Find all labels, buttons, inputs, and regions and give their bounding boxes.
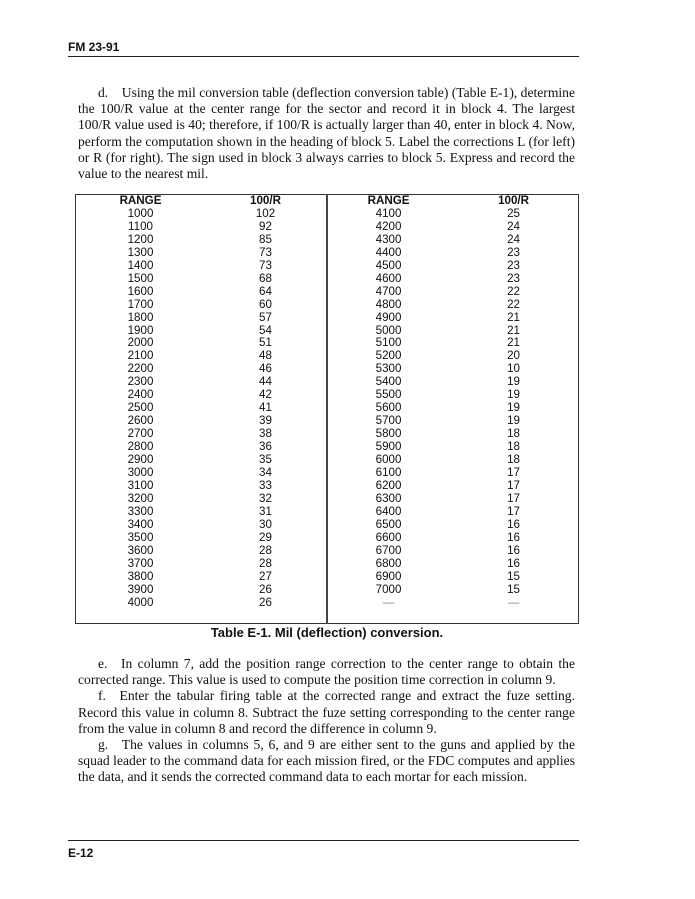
range-cell: 5200 <box>375 349 402 363</box>
range-cell: 6500 <box>375 517 402 531</box>
range-cell: 2900 <box>127 453 154 467</box>
value-100r-cell: 24 <box>507 232 520 246</box>
value-100r-cell: — <box>507 595 520 609</box>
value-100r-cell: 33 <box>205 480 327 493</box>
value-100r-cell: 19 <box>507 401 520 415</box>
table-row <box>76 260 579 273</box>
table-row <box>76 584 579 597</box>
value-100r-cell: 26 <box>205 584 327 597</box>
value-100r-cell: 26 <box>205 597 327 610</box>
value-100r-cell: 15 <box>507 582 520 596</box>
table-row <box>76 286 579 299</box>
range-cell: 5000 <box>375 323 402 337</box>
value-100r-cell: 16 <box>507 556 520 570</box>
value-100r-cell: 54 <box>205 325 327 338</box>
table-row <box>76 208 579 221</box>
range-cell: 2400 <box>127 388 154 402</box>
value-100r-cell: 18 <box>507 440 520 454</box>
table-row <box>76 558 579 571</box>
range-cell: 3800 <box>127 569 154 583</box>
paragraph-d <box>78 85 575 182</box>
value-100r-cell: 36 <box>205 441 327 454</box>
table-row <box>76 506 579 519</box>
range-cell: 5400 <box>375 375 402 389</box>
range-cell: 1200 <box>127 232 154 246</box>
table-filler-row <box>76 610 579 624</box>
range-cell: — <box>382 595 395 609</box>
range-cell: 2000 <box>127 336 154 350</box>
range-cell: 6100 <box>375 466 402 480</box>
empty-cell <box>449 610 578 624</box>
range-cell: 1300 <box>127 245 154 259</box>
empty-cell <box>205 610 327 624</box>
value-100r-cell: 25 <box>507 206 520 220</box>
value-100r-cell: 68 <box>205 273 327 286</box>
value-100r-cell: 73 <box>205 260 327 273</box>
col-header-range-1: RANGE <box>119 194 162 207</box>
empty-cell <box>327 610 449 624</box>
range-cell: 1400 <box>127 258 154 272</box>
range-cell: 2500 <box>127 401 154 415</box>
value-100r-cell: 39 <box>205 415 327 428</box>
value-100r-cell: 16 <box>507 517 520 531</box>
range-cell: 3600 <box>127 543 154 557</box>
value-100r-cell: 48 <box>205 350 327 363</box>
range-cell: 4900 <box>375 310 402 324</box>
value-100r-cell: 19 <box>507 388 520 402</box>
document-id-header: FM 23-91 <box>68 40 120 54</box>
range-cell: 5900 <box>375 440 402 454</box>
table-caption: Table E-1. Mil (deflection) conversion. <box>210 625 444 640</box>
range-cell: 4100 <box>375 206 402 220</box>
value-100r-cell: 23 <box>507 258 520 272</box>
range-cell: 2100 <box>127 349 154 363</box>
table-row <box>76 545 579 558</box>
value-100r-cell: 24 <box>507 219 520 233</box>
value-100r-cell: 41 <box>205 402 327 415</box>
value-100r-cell: 34 <box>205 467 327 480</box>
range-cell: 6000 <box>375 453 402 467</box>
range-cell: 5500 <box>375 388 402 402</box>
table-row <box>76 299 579 312</box>
range-cell: 3400 <box>127 517 154 531</box>
value-100r-cell: 30 <box>205 519 327 532</box>
col-header-100r-2: 100/R <box>498 194 529 207</box>
value-100r-cell: 15 <box>507 569 520 583</box>
range-cell: 3900 <box>127 582 154 596</box>
value-100r-cell: 64 <box>205 286 327 299</box>
range-cell: 6900 <box>375 569 402 583</box>
table-row <box>76 597 579 610</box>
value-100r-cell: 28 <box>205 545 327 558</box>
value-100r-cell: 17 <box>507 466 520 480</box>
range-cell: 4200 <box>375 219 402 233</box>
table-row <box>76 221 579 234</box>
value-100r-cell: 60 <box>205 299 327 312</box>
table-header-row <box>76 195 579 208</box>
range-cell: 3000 <box>127 466 154 480</box>
value-100r-cell: 35 <box>205 454 327 467</box>
value-100r-cell: 38 <box>205 428 327 441</box>
range-cell: 5600 <box>375 401 402 415</box>
empty-cell <box>76 610 206 624</box>
value-100r-cell: 17 <box>507 478 520 492</box>
range-cell: 6400 <box>375 504 402 518</box>
value-100r-cell: 17 <box>507 491 520 505</box>
range-cell: 2800 <box>127 440 154 454</box>
range-cell: 3200 <box>127 491 154 505</box>
table-row <box>76 493 579 506</box>
value-100r-cell: 27 <box>205 571 327 584</box>
range-cell: 6700 <box>375 543 402 557</box>
range-cell: 4600 <box>375 271 402 285</box>
table-row <box>76 571 579 584</box>
value-100r-cell: 102 <box>205 208 327 221</box>
table-row <box>76 519 579 532</box>
mil-conversion-table <box>75 194 579 624</box>
value-100r-cell: 51 <box>205 337 327 350</box>
range-cell: 6800 <box>375 556 402 570</box>
range-cell: 2200 <box>127 362 154 376</box>
paragraph-d-text: d. Using the mil conversion table (deflection conversion table) (Table E-1), determine the 100/R value at the center range for the sector and record it in block 4. The largest 100/R value used is 40; therefore, if 100/R is actually larger than 40, enter in block 4. Now, perform the computation shown in the heading of block 5. Label the corrections L (for left) or R (for right). The sign used in block 3 always carries to block 5. Express and record the value to the nearest mil. <box>78 85 575 182</box>
range-cell: 3700 <box>127 556 154 570</box>
value-100r-cell: 17 <box>507 504 520 518</box>
value-100r-cell: 73 <box>205 247 327 260</box>
range-cell: 1700 <box>127 297 154 311</box>
range-cell: 1000 <box>127 206 154 220</box>
range-cell: 4800 <box>375 297 402 311</box>
paragraph-f: f. Enter the tabular firing table at the corrected range and extract the fuze setting. Record this value in column 8. Subtract the fuze setting corresponding to the center range from the value in column 8 and record the difference in column 9. <box>78 688 575 736</box>
range-cell: 1800 <box>127 310 154 324</box>
value-100r-cell: 31 <box>205 506 327 519</box>
table-row <box>76 273 579 286</box>
range-cell: 2700 <box>127 427 154 441</box>
header-rule <box>68 56 579 57</box>
value-100r-cell: 44 <box>205 376 327 389</box>
range-cell: 1600 <box>127 284 154 298</box>
table-row <box>76 532 579 545</box>
value-100r-cell: 23 <box>507 271 520 285</box>
range-cell: 5100 <box>375 336 402 350</box>
range-cell: 1500 <box>127 271 154 285</box>
range-cell: 1900 <box>127 323 154 337</box>
value-100r-cell: 57 <box>205 312 327 325</box>
value-100r-cell: 46 <box>205 363 327 376</box>
value-100r-cell: 19 <box>507 414 520 428</box>
range-cell: 2600 <box>127 414 154 428</box>
range-cell: 3500 <box>127 530 154 544</box>
paragraphs-efg <box>78 656 575 786</box>
range-cell: 3100 <box>127 478 154 492</box>
range-cell: 4500 <box>375 258 402 272</box>
value-100r-cell: 23 <box>507 245 520 259</box>
value-100r-cell: 18 <box>507 427 520 441</box>
page-number: E-12 <box>68 846 94 860</box>
table-row <box>76 480 579 493</box>
range-cell: 6200 <box>375 478 402 492</box>
value-100r-cell: 85 <box>205 234 327 247</box>
range-cell: 5800 <box>375 427 402 441</box>
value-100r-cell: 22 <box>507 297 520 311</box>
footer-rule <box>68 840 579 841</box>
value-100r-cell: 10 <box>507 362 520 376</box>
paragraph-e: e. In column 7, add the position range correction to the center range to obtain the corrected range. This value is used to compute the position time correction in column 9. <box>78 656 575 688</box>
value-100r-cell: 21 <box>507 323 520 337</box>
range-cell: 4700 <box>375 284 402 298</box>
range-cell: 1100 <box>128 219 153 233</box>
range-cell: 5700 <box>375 414 402 428</box>
range-cell: 2300 <box>127 375 154 389</box>
value-100r-cell: 20 <box>507 349 520 363</box>
value-100r-cell: 21 <box>507 336 520 350</box>
paragraph-g: g. The values in columns 5, 6, and 9 are either sent to the guns and applied by the squad leader to the command data for each mission fired, or the FDC computes and applies the data, and it sends the corrected command data to each mortar for each mission. <box>78 737 575 785</box>
table-row <box>76 312 579 325</box>
value-100r-cell: 16 <box>507 543 520 557</box>
value-100r-cell: 32 <box>205 493 327 506</box>
value-100r-cell: 28 <box>205 558 327 571</box>
value-100r-cell: 22 <box>507 284 520 298</box>
range-cell: 4000 <box>127 595 154 609</box>
value-100r-cell: 21 <box>507 310 520 324</box>
range-cell: 4400 <box>375 245 402 259</box>
range-cell: 5300 <box>375 362 402 376</box>
range-cell: 4300 <box>375 232 402 246</box>
range-cell: 6300 <box>375 491 402 505</box>
col-header-100r-1: 100/R <box>205 195 327 208</box>
table-row <box>76 234 579 247</box>
value-100r-cell: 16 <box>507 530 520 544</box>
range-cell: 3300 <box>127 504 154 518</box>
range-cell: 6600 <box>375 530 402 544</box>
value-100r-cell: 19 <box>507 375 520 389</box>
table-row <box>76 247 579 260</box>
value-100r-cell: 92 <box>205 221 327 234</box>
range-cell: 7000 <box>375 582 402 596</box>
value-100r-cell: 42 <box>205 389 327 402</box>
col-header-range-2: RANGE <box>367 194 410 207</box>
value-100r-cell: 18 <box>507 453 520 467</box>
value-100r-cell: 29 <box>205 532 327 545</box>
